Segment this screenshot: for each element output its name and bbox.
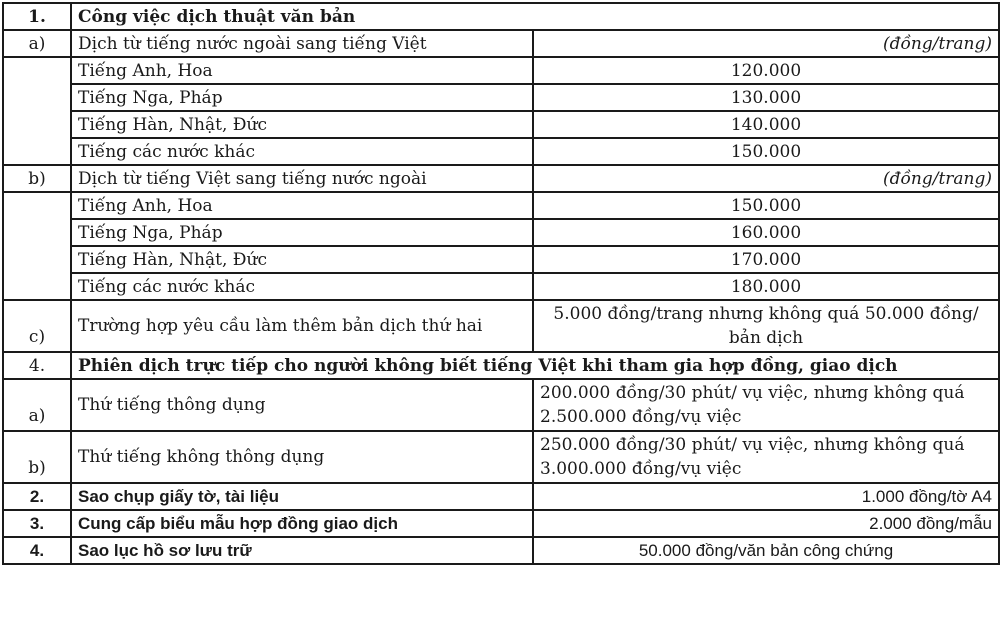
subsection-label: c) <box>3 300 71 352</box>
language-cell: Tiếng Hàn, Nhật, Đức <box>71 111 533 138</box>
price-cell: 170.000 <box>533 246 999 273</box>
table-row <box>3 273 999 300</box>
subsection-label: a) <box>3 379 71 431</box>
section-title: Phiên dịch trực tiếp cho người không biết tiếng Việt khi tham gia hợp đồng, giao dịch <box>71 352 999 379</box>
table-row <box>3 84 999 111</box>
section-title: Sao chụp giấy tờ, tài liệu <box>71 483 533 510</box>
section-title: Công việc dịch thuật văn bản <box>71 3 999 30</box>
section-title: Cung cấp biểu mẫu hợp đồng giao dịch <box>71 510 533 537</box>
fee-table <box>2 2 1000 565</box>
section-title: Sao lục hồ sơ lưu trữ <box>71 537 533 564</box>
price-cell: 120.000 <box>533 57 999 84</box>
subsection-row-c <box>3 300 999 352</box>
section-row-interpretation <box>3 352 999 379</box>
price-cell: 2.000 đồng/mẫu <box>533 510 999 537</box>
price-cell: 150.000 <box>533 138 999 165</box>
section-number: 4. <box>3 352 71 379</box>
price-cell: 160.000 <box>533 219 999 246</box>
language-cell: Tiếng Anh, Hoa <box>71 57 533 84</box>
table-row <box>3 111 999 138</box>
price-cell: 1.000 đồng/tờ A4 <box>533 483 999 510</box>
section-row-translation <box>3 3 999 30</box>
price-cell: 250.000 đồng/30 phút/ vụ việc, nhưng không quá 3.000.000 đồng/vụ việc <box>533 431 999 483</box>
price-cell: 150.000 <box>533 192 999 219</box>
subsection-label: b) <box>3 431 71 483</box>
section-row-archive <box>3 537 999 564</box>
subsection-row-b <box>3 165 999 192</box>
subsection-row-b <box>3 431 999 483</box>
section-number: 4. <box>3 537 71 564</box>
price-cell: 140.000 <box>533 111 999 138</box>
subsection-row-a <box>3 379 999 431</box>
empty-cell <box>3 192 71 300</box>
subsection-title: Dịch từ tiếng Việt sang tiếng nước ngoài <box>71 165 533 192</box>
section-number: 2. <box>3 483 71 510</box>
subsection-label: b) <box>3 165 71 192</box>
empty-cell <box>3 57 71 165</box>
table-row <box>3 57 999 84</box>
language-cell: Tiếng Nga, Pháp <box>71 84 533 111</box>
subsection-title: Thứ tiếng không thông dụng <box>71 431 533 483</box>
table-row <box>3 246 999 273</box>
section-row-copying <box>3 483 999 510</box>
language-cell: Tiếng Hàn, Nhật, Đức <box>71 246 533 273</box>
table-row <box>3 192 999 219</box>
table-row <box>3 138 999 165</box>
unit-label: (đồng/trang) <box>533 165 999 192</box>
table-row <box>3 219 999 246</box>
price-cell: 130.000 <box>533 84 999 111</box>
subsection-title: Thứ tiếng thông dụng <box>71 379 533 431</box>
subsection-title: Dịch từ tiếng nước ngoài sang tiếng Việt <box>71 30 533 57</box>
section-row-forms <box>3 510 999 537</box>
section-number: 1. <box>3 3 71 30</box>
language-cell: Tiếng Nga, Pháp <box>71 219 533 246</box>
language-cell: Tiếng các nước khác <box>71 138 533 165</box>
price-cell: 50.000 đồng/văn bản công chứng <box>533 537 999 564</box>
subsection-row-a <box>3 30 999 57</box>
language-cell: Tiếng các nước khác <box>71 273 533 300</box>
section-number: 3. <box>3 510 71 537</box>
unit-label: (đồng/trang) <box>533 30 999 57</box>
price-cell: 5.000 đồng/trang nhưng không quá 50.000 đồng/ bản dịch <box>533 300 999 352</box>
subsection-label: a) <box>3 30 71 57</box>
price-cell: 200.000 đồng/30 phút/ vụ việc, nhưng không quá 2.500.000 đồng/vụ việc <box>533 379 999 431</box>
language-cell: Tiếng Anh, Hoa <box>71 192 533 219</box>
price-cell: 180.000 <box>533 273 999 300</box>
subsection-title: Trường hợp yêu cầu làm thêm bản dịch thứ hai <box>71 300 533 352</box>
